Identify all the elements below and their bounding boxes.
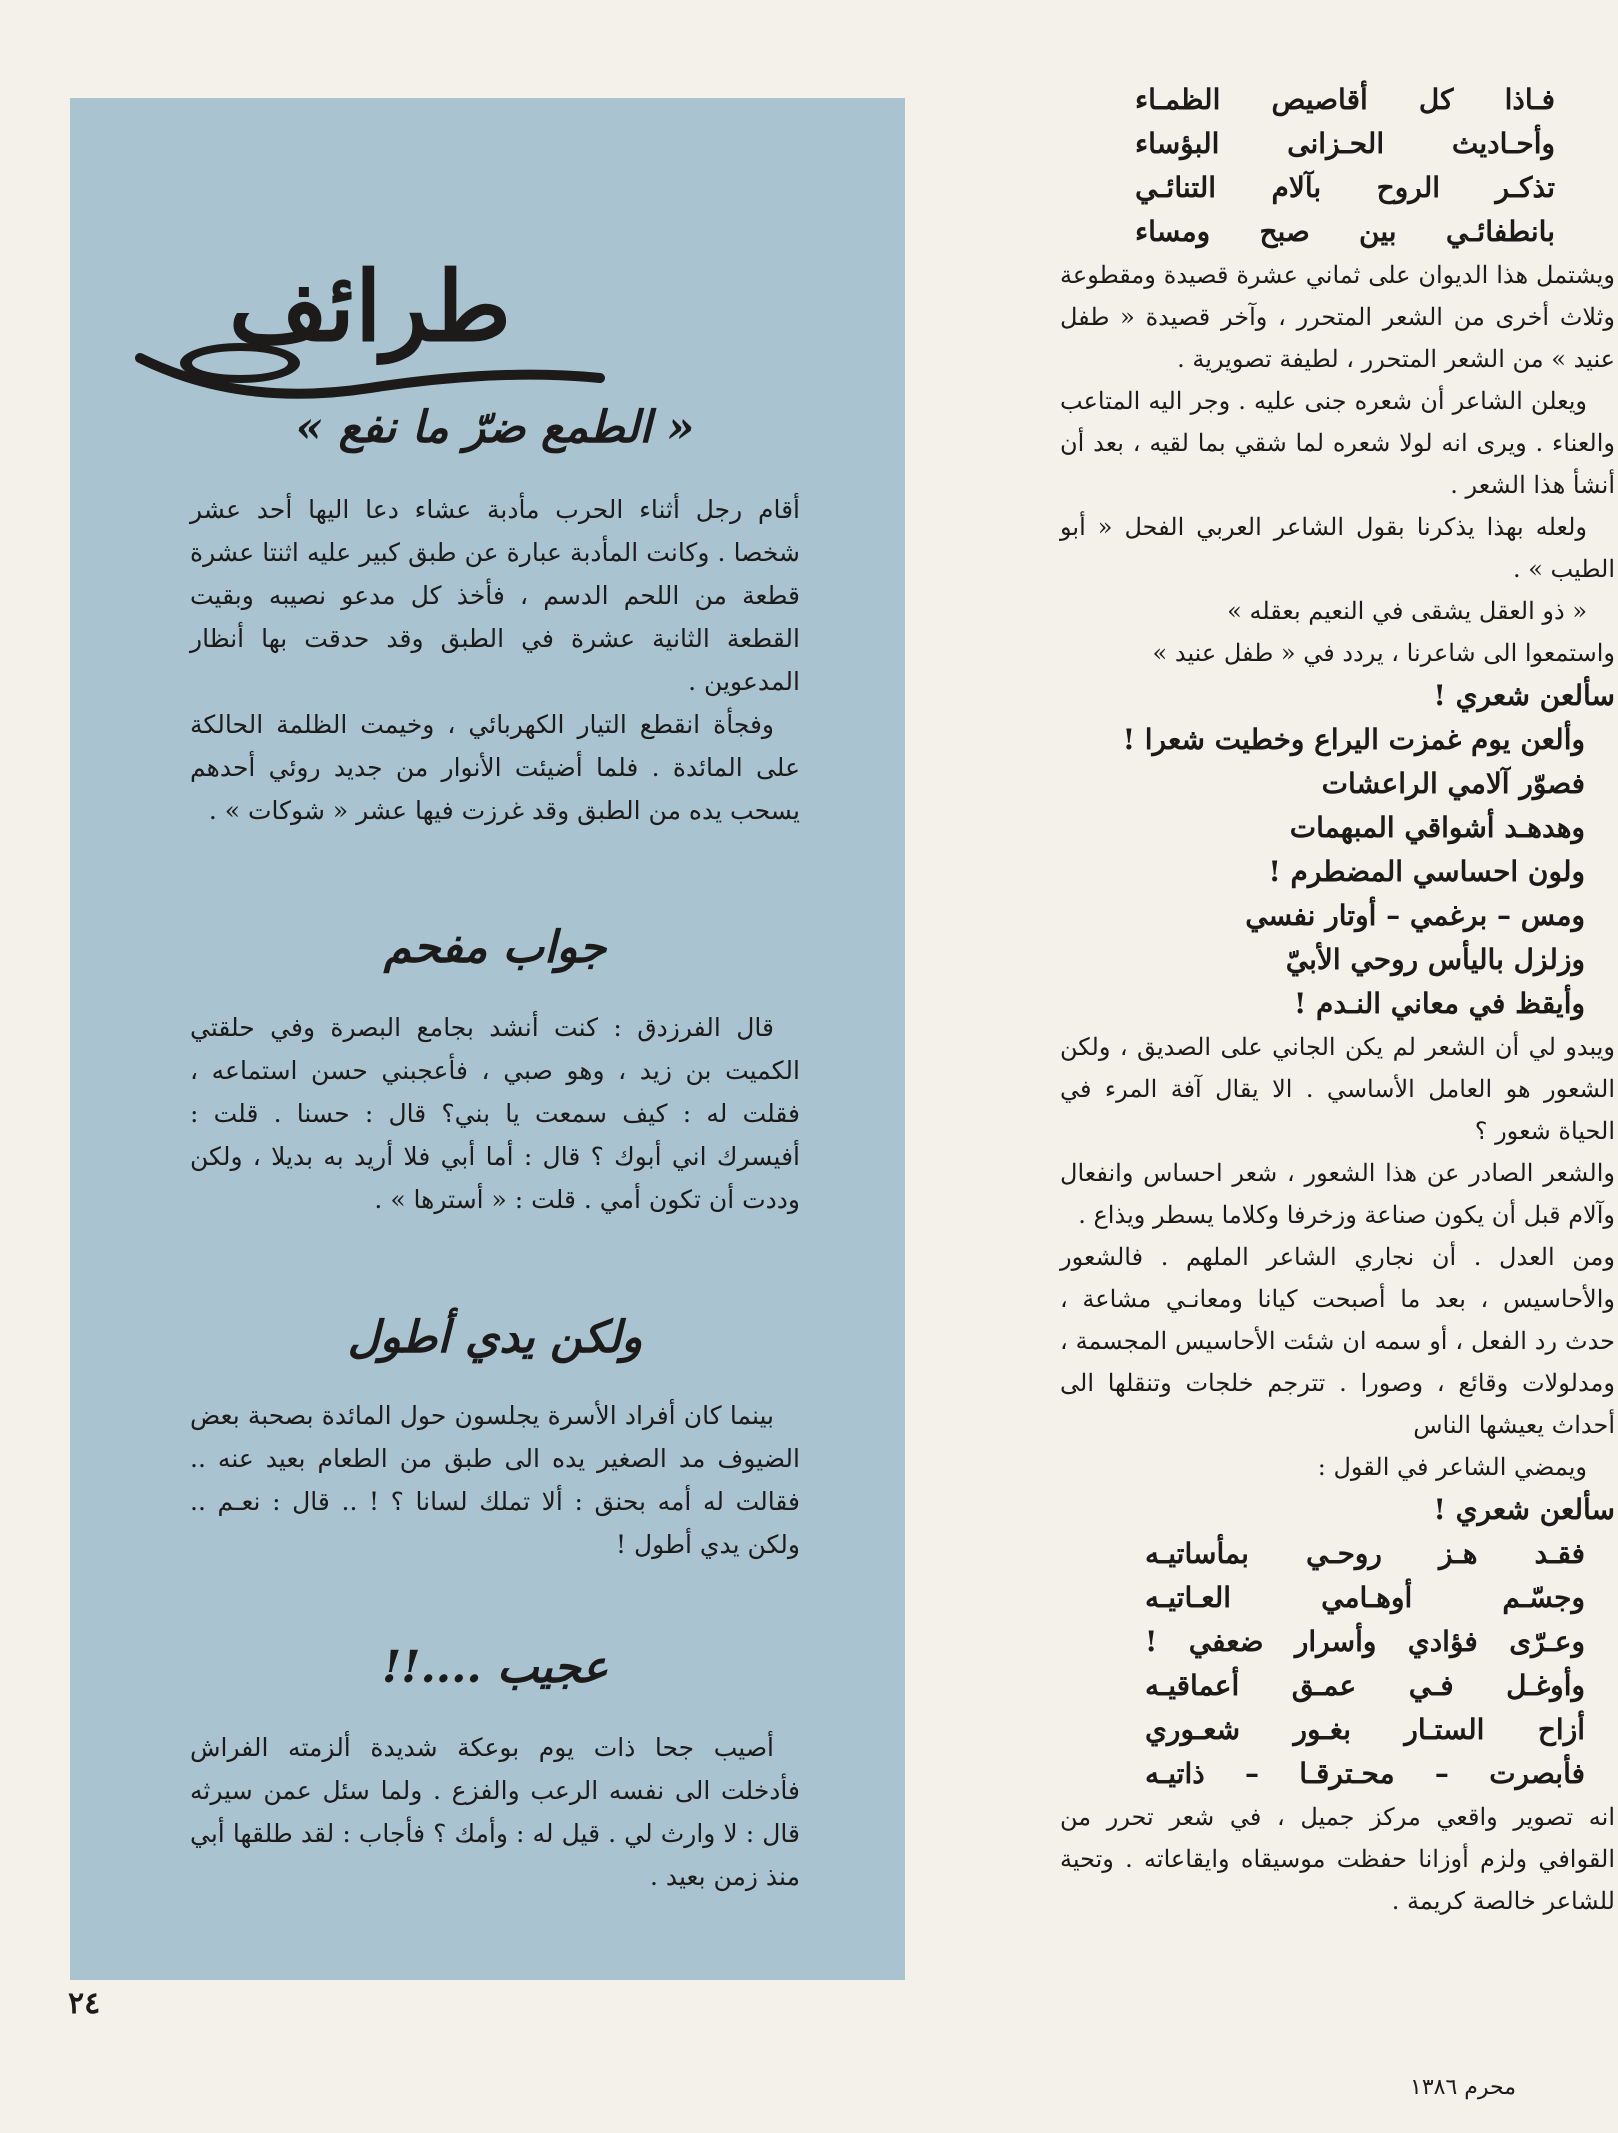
anecdote-text: أقام رجل أثناء الحرب مأدبة عشاء دعا اليها أحد عشر شخصا . وكانت المأدبة عبارة عن طبق كبير عليه اثنتا عشرة قطعة من اللحم الدسم ، فأخذ كل مدعو نصيبه وبقيت القطعة الثانية عشرة في الطبق وقد حدقت بها أنظار المدعوين .	[190, 495, 800, 696]
anecdote-text: قال الفرزدق : كنت أنشد بجامع البصرة وفي حلقتي الكميت بن زيد ، وهو صبي ، فأعجبني حسن استماعه ، فقلت له : كيف سمعت يا بني؟ قال : حسنا . قلت : أفيسرك اني أبوك ؟ قال : أما أبي فلا أريد به بديلا ، ولكن وددت أن تكون أمي . قلت : « أسترها » .	[190, 1013, 800, 1214]
paragraph: ويمضي الشاعر في القول :	[1317, 1453, 1587, 1481]
poem-line: أزاح الستـار بغـور شعـوري	[1145, 1713, 1585, 1746]
poem-line: وعـرّى فؤادي وأسرار ضعفي !	[1145, 1625, 1585, 1658]
anecdote-heading: ولكن يدي أطول	[347, 1312, 643, 1363]
anecdote-text: بينما كان أفراد الأسرة يجلسون حول المائدة بصحبة بعض الضيوف مد الصغير يده الى طبق من الطعام بعيد عنه .. فقالت له أمه بحنق : ألا تملك لسانا ؟ ! .. قال : نعـم .. ولكن يدي أطول !	[190, 1401, 800, 1559]
poem-line: ومس – برغمي – أوتار نفسي	[1245, 899, 1585, 932]
verse-line: تذكـر الروح بآلام التنائـي	[1135, 171, 1555, 204]
opening-verse	[1060, 78, 1555, 254]
poem-line: وألعن يوم غمزت اليراع وخطيت شعرا !	[1122, 723, 1585, 756]
poem-line: ولون احساسي المضطرم !	[1268, 855, 1585, 888]
paragraph: ولعله بهذا يذكرنا بقول الشاعر العربي الفحل « أبو الطيب » .	[1060, 513, 1615, 583]
poem-line: فقـد هـز روحـي بمأساتيـه	[1145, 1537, 1585, 1570]
poem-line: وأيقظ في معاني النـدم !	[1293, 987, 1585, 1020]
anecdote-heading: جواب مفحم	[383, 922, 607, 973]
section-title: طرائف	[228, 250, 512, 363]
verse-line: بانطفائـي بين صبح ومساء	[1135, 215, 1555, 248]
paragraph: ويبدو لي أن الشعر لم يكن الجاني على الصديق ، ولكن الشعور هو العامل الأساسي . الا يقال آفة المرء في الحياة شعور ؟	[1060, 1033, 1615, 1145]
paragraph: واستمعوا الى شاعرنا ، يردد في « طفل عنيد »	[1152, 639, 1615, 667]
paragraph: انه تصوير واقعي مركز جميل ، في شعر تحرر من القوافي ولزم أوزانا حفظت موسيقاه وايقاعاته . وتحية للشاعر خالصة كريمة .	[1060, 1803, 1615, 1915]
anecdote-text: أصيب جحا ذات يوم بوعكة شديدة ألزمته الفراش فأدخلت الى نفسه الرعب والفزع . ولما سئل عمن سيرثه قال : لا وارث لي . قيل له : وأمك ؟ فأجاب : لقد طلقها أبي منذ زمن بعيد .	[190, 1733, 800, 1891]
poem-line: فأبصرت – محـترقـا – ذاتيـه	[1145, 1757, 1585, 1790]
poem-heading: سألعن شعري !	[1433, 679, 1615, 712]
issue-date: محرم ١٣٨٦	[1410, 2075, 1517, 2100]
right-column	[1060, 78, 1615, 2008]
anecdote-heading: عجيب ....!!	[381, 1642, 609, 1693]
anecdotes-panel	[70, 98, 905, 1980]
verse-line: وأحـاديث الحـزانى البؤساء	[1135, 127, 1555, 160]
quote-line: « ذو العقل يشقى في النعيم بعقله »	[1227, 597, 1587, 625]
anecdote-text: وفجأة انقطع التيار الكهربائي ، وخيمت الظلمة الحالكة على المائدة . فلما أضيئت الأنوار من جديد روئي أحدهم يسحب يده من الطبق وقد غرزت فيها عشر « شوكات » .	[190, 710, 800, 825]
anecdote-heading: « الطمع ضرّ ما نفع »	[295, 402, 695, 453]
verse-line: فـاذا كل أقاصيص الظمـاء	[1135, 83, 1555, 116]
anecdotes-content	[190, 98, 800, 1980]
poem-line: وأوغـل فـي عمـق أعماقيـه	[1145, 1669, 1585, 1702]
poem-line: وجسّـم أوهـامي العـاتيـه	[1145, 1581, 1585, 1614]
page-number: ٢٤	[68, 1986, 101, 2021]
poem-line: وهدهـد أشواقي المبهمات	[1289, 811, 1585, 844]
paragraph: ويعلن الشاعر أن شعره جنى عليه . وجر اليه المتاعب والعناء . ويرى انه لولا شعره لما شقي بما لقيه ، بعد أن أنشأ هذا الشعر .	[1060, 387, 1615, 499]
poem-line: فصوّر آلامي الراعشات	[1321, 767, 1585, 800]
paragraph: والشعر الصادر عن هذا الشعور ، شعر احساس وانفعال وآلام قبل أن يكون صناعة وزخرفا وكلاما يسطر ويذاع .	[1060, 1159, 1615, 1229]
poem-heading: سألعن شعري !	[1433, 1493, 1615, 1526]
paragraph: ويشتمل هذا الديوان على ثماني عشرة قصيدة ومقطوعة وثلاث أخرى من الشعر المتحرر ، وآخر قصيدة « طفل عنيد » من الشعر المتحرر ، لطيفة تصويرية .	[1060, 261, 1615, 373]
poem-line: وزلزل باليأس روحي الأبيّ	[1285, 943, 1585, 976]
paragraph: ومن العدل . أن نجاري الشاعر الملهم . فالشعور والأحاسيس ، بعد ما أصبحت كيانا ومعانـي مشاعة ، حدث رد الفعل ، أو سمه ان شئت الأحاسيس المجسمة ، ومدلولات وقائع ، وصورا . تترجم خلجات وتنقلها الى أحداث يعيشها الناس	[1060, 1243, 1615, 1439]
